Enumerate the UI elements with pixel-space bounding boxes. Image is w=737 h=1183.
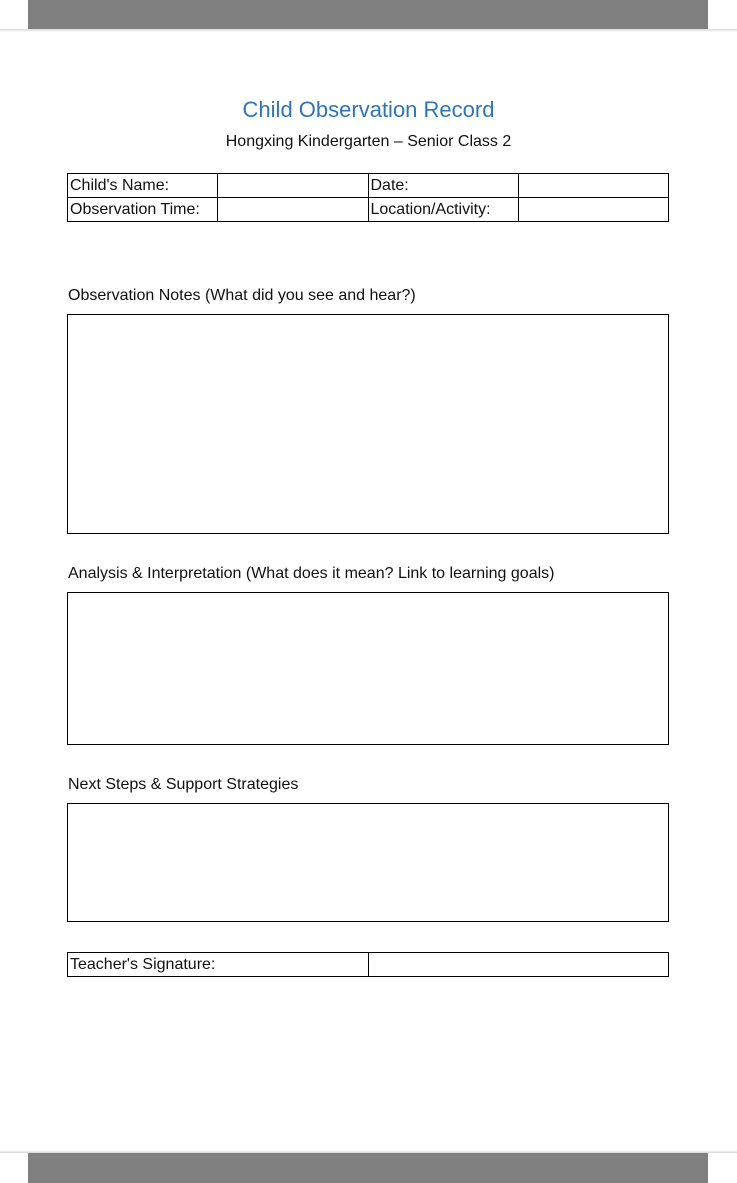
document-subtitle: Hongxing Kindergarten – Senior Class 2 — [225, 133, 512, 150]
teacher-signature-label: Teacher's Signature: — [68, 953, 369, 977]
table-row — [68, 953, 669, 977]
child-name-label: Child's Name: — [68, 174, 218, 198]
teacher-signature-field[interactable] — [368, 953, 669, 977]
table-row — [68, 198, 669, 222]
date-label: Date: — [368, 174, 518, 198]
observation-time-field[interactable] — [218, 198, 368, 222]
location-activity-field[interactable] — [518, 198, 668, 222]
child-name-field[interactable] — [218, 174, 368, 198]
table-row — [68, 174, 669, 198]
document-title: Child Observation Record — [242, 97, 495, 122]
observation-notes-label: Observation Notes (What did you see and hear?) — [68, 287, 416, 304]
analysis-box[interactable] — [67, 592, 669, 745]
next-steps-box[interactable] — [67, 803, 669, 922]
observation-time-label: Observation Time: — [68, 198, 218, 222]
viewer-bottom-bar — [28, 1153, 708, 1183]
analysis-label: Analysis & Interpretation (What does it mean? Link to learning goals) — [68, 565, 555, 582]
child-info-table — [67, 173, 669, 222]
date-field[interactable] — [518, 174, 668, 198]
viewer-top-bar — [28, 0, 708, 29]
next-steps-label: Next Steps & Support Strategies — [68, 776, 299, 793]
location-activity-label: Location/Activity: — [368, 198, 518, 222]
signature-table — [67, 952, 669, 977]
observation-notes-box[interactable] — [67, 314, 669, 534]
